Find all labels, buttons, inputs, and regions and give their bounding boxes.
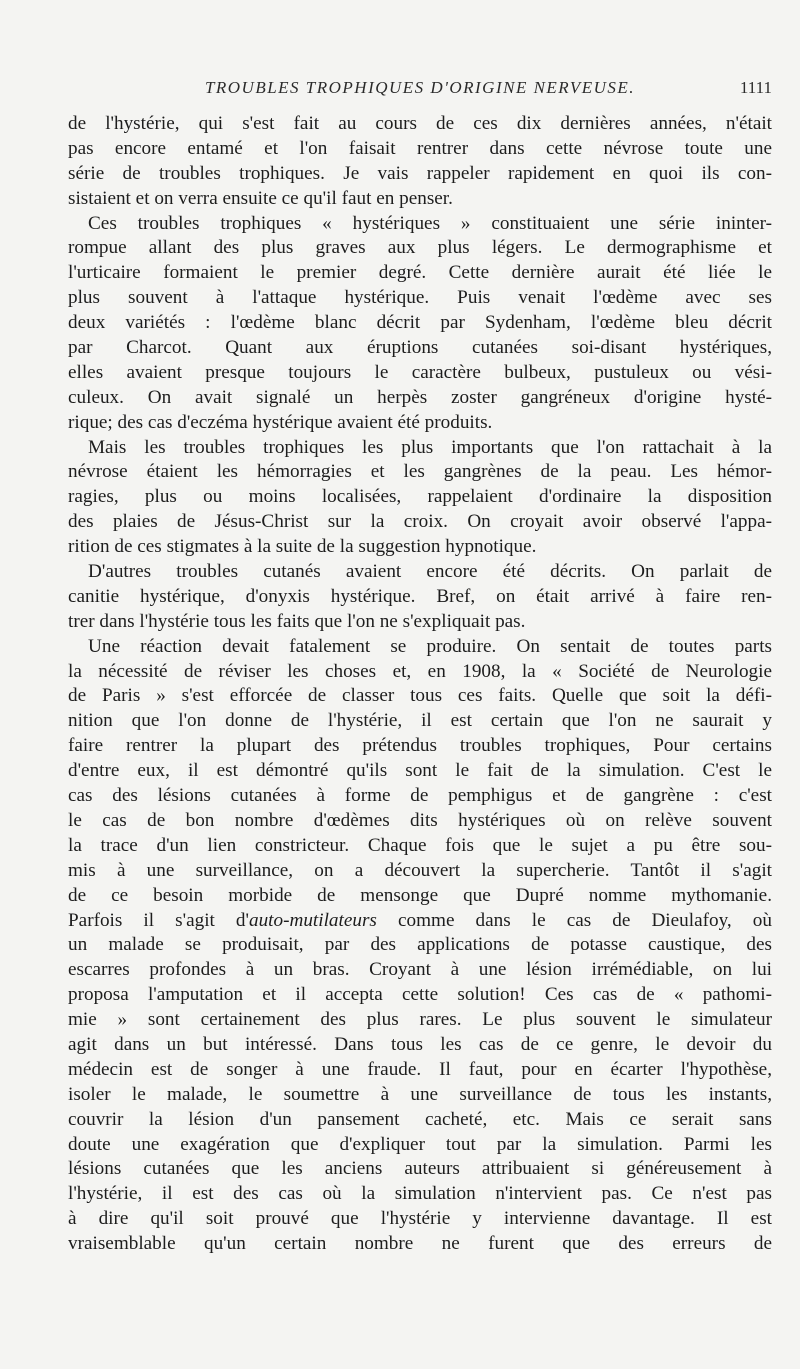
page-header <box>68 78 772 106</box>
text-line: un malade se produisait, par des applications de potasse caustique, des <box>68 934 772 956</box>
running-title: TROUBLES TROPHIQUES D'ORIGINE NERVEUSE. <box>204 78 636 97</box>
text-line: mis à une surveillance, on a découvert la supercherie. Tantôt il s'agit <box>68 859 772 881</box>
text-line: trer dans l'hystérie tous les faits que l'on ne s'expliquait pas. <box>68 610 526 632</box>
text-line: de ce besoin morbide de mensonge que Dupré nomme mythomanie. <box>68 884 772 906</box>
text-line: culeux. On avait signalé un herpès zoster gangréneux d'origine hysté- <box>68 386 772 408</box>
text-line: cas des lésions cutanées à forme de pemphigus et de gangrène : c'est <box>68 785 772 807</box>
text-line: D'autres troubles cutanés avaient encore été décrits. On parlait de <box>88 561 772 583</box>
text-line: nition que l'on donne de l'hystérie, il est certain que l'on ne saurait y <box>68 710 772 732</box>
text-line: médecin est de songer à une fraude. Il faut, pour en écarter l'hypothèse, <box>68 1058 772 1080</box>
text-line: canitie hystérique, d'onyxis hystérique. Bref, on était arrivé à faire ren- <box>68 585 772 607</box>
text-line: série de troubles trophiques. Je vais rappeler rapidement en quoi ils con- <box>68 162 772 184</box>
text-line: plus souvent à l'attaque hystérique. Puis venait l'œdème avec ses <box>68 287 772 309</box>
text-segment: Parfois il s'agit d' <box>68 909 249 931</box>
text-line: isoler le malade, le soumettre à une surveillance de tous les instants, <box>68 1083 772 1105</box>
text-line: Mais les troubles trophiques les plus importants que l'on rattachait à la <box>88 436 772 458</box>
text-line: Ces troubles trophiques « hystériques » constituaient une série ininter- <box>88 212 772 234</box>
text-line: deux variétés : l'œdème blanc décrit par Sydenham, l'œdème bleu décrit <box>68 312 772 334</box>
text-line: névrose étaient les hémorragies et les gangrènes de la peau. Les hémor- <box>68 461 772 483</box>
text-line: la trace d'un lien constricteur. Chaque fois que le sujet a pu être sou- <box>68 834 772 856</box>
text-line: mie » sont certainement des plus rares. Le plus souvent le simulateur <box>68 1009 772 1031</box>
text-line: doute une exagération que d'expliquer tout par la simulation. Parmi les <box>68 1133 772 1155</box>
text-line: de l'hystérie, qui s'est fait au cours de ces dix dernières années, n'était <box>68 113 772 134</box>
text-line: proposa l'amputation et il accepta cette solution! Ces cas de « pathomi- <box>68 984 772 1006</box>
body-text <box>68 112 772 1257</box>
text-line: la nécessité de réviser les choses et, en 1908, la « Société de Neurologie <box>68 660 772 682</box>
text-line: couvrir la lésion d'un pansement cacheté, etc. Mais ce serait sans <box>68 1108 772 1130</box>
text-line: rition de ces stigmates à la suite de la suggestion hypnotique. <box>68 536 537 558</box>
text-line: l'hystérie, il est des cas où la simulation n'intervient pas. Ce n'est pas <box>68 1183 772 1205</box>
page-number: 1111 <box>739 78 772 97</box>
text-line: des plaies de Jésus-Christ sur la croix. On croyait avoir observé l'appa- <box>68 511 772 533</box>
text-line: sistaient et on verra ensuite ce qu'il faut en penser. <box>68 187 453 209</box>
text-line <box>68 909 772 934</box>
text-line: rompue allant des plus graves aux plus légers. Le dermographisme et <box>68 237 772 259</box>
text-line: l'urticaire formaient le premier degré. Cette dernière aurait été liée le <box>68 262 772 284</box>
text-line: d'entre eux, il est démontré qu'ils sont le fait de la simulation. C'est le <box>68 760 772 782</box>
text-line: pas encore entamé et l'on faisait rentrer dans cette névrose toute une <box>68 137 772 159</box>
text-line: de Paris » s'est efforcée de classer tous ces faits. Quelle que soit la défi- <box>68 685 772 707</box>
text-line: ragies, plus ou moins localisées, rappelaient d'ordinaire la disposition <box>68 486 772 508</box>
text-line: à dire qu'il soit prouvé que l'hystérie y intervienne davantage. Il est <box>68 1208 772 1230</box>
text-line: rique; des cas d'eczéma hystérique avaient été produits. <box>68 411 493 433</box>
text-line: vraisemblable qu'un certain nombre ne furent que des erreurs de <box>68 1233 772 1255</box>
text-line: Une réaction devait fatalement se produire. On sentait de toutes parts <box>88 635 772 657</box>
text-segment: comme dans le cas de Dieulafoy, où <box>376 909 772 931</box>
italic-term: auto-mutilateurs <box>248 909 377 931</box>
text-line: faire rentrer la plupart des prétendus troubles trophiques, Pour certains <box>68 735 772 757</box>
text-line: agit dans un but intéressé. Dans tous les cas de ce genre, le devoir du <box>68 1033 772 1055</box>
text-line: elles avaient presque toujours le caractère bulbeux, pustuleux ou vési- <box>68 361 772 383</box>
text-line: lésions cutanées que les anciens auteurs attribuaient si généreusement à <box>68 1158 772 1180</box>
text-line: par Charcot. Quant aux éruptions cutanées soi-disant hystériques, <box>68 337 772 359</box>
text-line: escarres profondes à un bras. Croyant à une lésion irrémédiable, on lui <box>68 959 772 981</box>
text-line: le cas de bon nombre d'œdèmes dits hystériques où on relève souvent <box>68 809 772 831</box>
